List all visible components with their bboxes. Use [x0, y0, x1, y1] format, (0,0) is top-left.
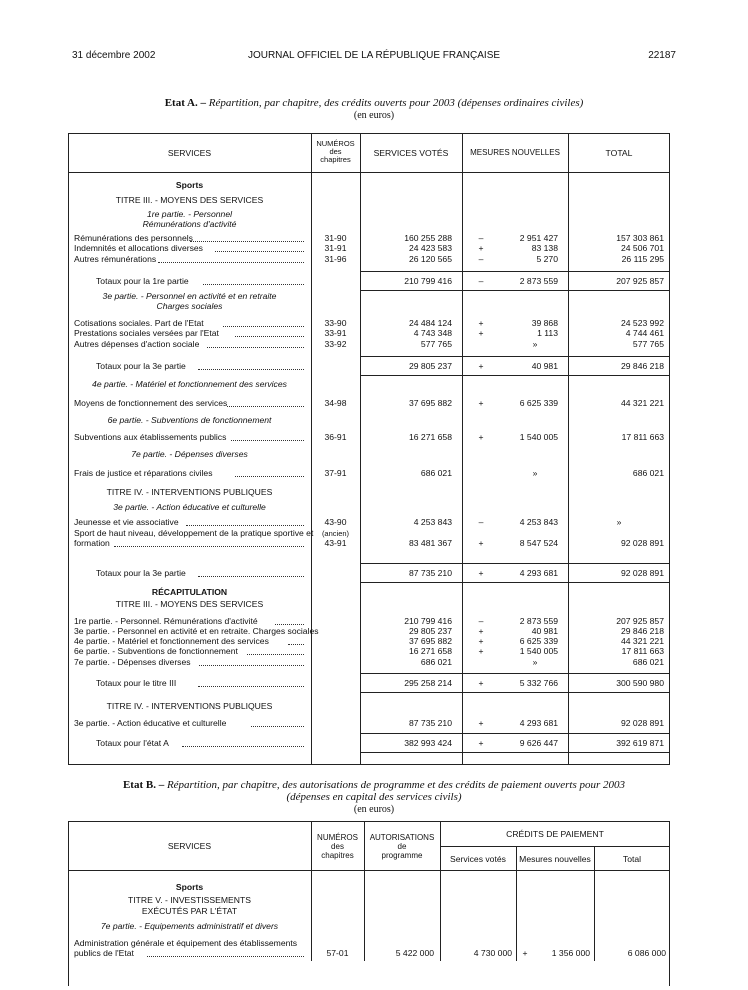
row-heading: 6e partie. - Subventions de fonctionnement	[107, 415, 272, 425]
total-value: 17 811 663	[621, 646, 664, 656]
total-rule	[360, 563, 670, 564]
mesures-nouvelles-value: 40 981	[531, 361, 558, 371]
header-page-number: 22187	[648, 50, 676, 61]
mesures-nouvelles-value: »	[532, 339, 538, 349]
row-label: Autres dépenses d'action sociale	[74, 339, 200, 349]
mesures-nouvelles-value: 1 356 000	[551, 948, 590, 958]
row-label: Frais de justice et réparations civiles	[74, 468, 213, 478]
row-label: Rémunérations des personnels	[74, 233, 193, 243]
services-votes-value: 16 271 658	[408, 646, 452, 656]
mesures-sign: +	[478, 361, 484, 371]
mesures-nouvelles-value: 4 253 843	[519, 517, 558, 527]
mesures-nouvelles-value: 39 868	[531, 318, 558, 328]
mesures-nouvelles-value: 2 873 559	[519, 616, 558, 626]
total-value: 6 086 000	[627, 948, 666, 958]
leader-dots	[190, 241, 304, 242]
services-votes-value: 382 993 424	[404, 738, 452, 748]
col-header-services-votes: SERVICES VOTÉS	[373, 148, 449, 158]
total-value: 92 028 891	[620, 538, 664, 548]
total-rule	[360, 752, 670, 753]
chapter-number: 33-91	[324, 328, 347, 338]
row-heading: TITRE III. - MOYENS DES SERVICES	[115, 599, 264, 609]
etat-a-title-label: Etat A. –	[164, 97, 206, 109]
leader-dots	[235, 336, 304, 337]
services-votes-value: 160 255 288	[404, 233, 452, 243]
leader-dots	[198, 369, 304, 370]
total-value: 17 811 663	[621, 432, 664, 442]
mesures-nouvelles-value: 4 293 681	[519, 568, 558, 578]
services-votes-value: 4 253 843	[413, 517, 452, 527]
leader-dots	[186, 525, 304, 526]
mesures-nouvelles-value: 5 270	[536, 254, 558, 264]
mesures-sign: +	[478, 398, 484, 408]
etat-b-title	[0, 779, 748, 791]
mesures-sign: +	[478, 328, 484, 338]
mesures-sign: +	[478, 718, 484, 728]
total-rule	[360, 375, 670, 376]
col-rule	[440, 821, 441, 961]
row-heading: 4e partie. - Matériel et fonctionnement des services	[92, 379, 287, 389]
etat-b-title-label: Etat B. –	[122, 779, 165, 791]
chapter-number: 31-96	[324, 254, 347, 264]
row-heading: Sports	[175, 180, 204, 190]
services-votes-value: 37 695 882	[408, 398, 452, 408]
etat-a-unit: (en euros)	[353, 110, 395, 121]
mesures-nouvelles-value: 5 332 766	[519, 678, 558, 688]
row-heading: 3e partie. - Personnel en activité et en retraite	[102, 291, 277, 301]
total-value: 300 590 980	[616, 678, 664, 688]
total-rule	[360, 733, 670, 734]
mesures-sign: +	[478, 568, 484, 578]
etat-a-header-rule	[68, 172, 670, 173]
row-label: 7e partie. - Dépenses diverses	[74, 657, 191, 667]
col-header-total: Total	[622, 854, 642, 864]
services-votes-value: 686 021	[420, 657, 452, 667]
mesures-sign: –	[478, 517, 484, 527]
header-journal: JOURNAL OFFICIEL DE LA RÉPUBLIQUE FRANÇAISE	[247, 50, 501, 61]
chapter-number: 33-90	[324, 318, 347, 328]
col-header-credits-paiement: CRÉDITS DE PAIEMENT	[506, 829, 604, 839]
services-votes-value: 210 799 416	[404, 276, 452, 286]
row-heading: 7e partie. - Equipements administratif et divers	[100, 921, 279, 931]
col-header-numeros: NUMÉROS des chapitres	[317, 833, 358, 860]
row-label: Subventions aux établissements publics	[74, 432, 227, 442]
mesures-nouvelles-value: 1 113	[537, 328, 558, 338]
col-rule	[568, 133, 569, 765]
chapter-note: (ancien)	[321, 529, 350, 538]
row-heading: TITRE III. - MOYENS DES SERVICES	[115, 195, 264, 205]
services-votes-value: 26 120 565	[408, 254, 452, 264]
services-votes-value: 295 258 214	[404, 678, 452, 688]
row-label: 3e partie. - Action éducative et culturelle	[74, 718, 227, 728]
row-heading: 7e partie. - Dépenses diverses	[131, 449, 248, 459]
mesures-nouvelles-value: 40 981	[531, 626, 558, 636]
chapter-number: 31-90	[324, 233, 347, 243]
col-header-services: SERVICES	[167, 148, 212, 158]
total-value: 577 765	[632, 339, 664, 349]
mesures-sign: +	[478, 243, 484, 253]
etat-b-subtitle: (dépenses en capital des services civils)	[286, 791, 462, 803]
mesures-sign: +	[478, 636, 484, 646]
services-votes-value: 686 021	[420, 468, 452, 478]
mesures-nouvelles-value: 2 873 559	[519, 276, 558, 286]
total-value: »	[616, 517, 622, 527]
col-header-numeros: NUMÉROS des chapitres	[316, 139, 355, 164]
etat-b-header-rule	[68, 870, 670, 871]
row-heading: 3e partie. - Action éducative et culturelle	[113, 502, 266, 512]
services-votes-value: 16 271 658	[408, 432, 452, 442]
chapter-number: 43-91	[324, 538, 347, 548]
leader-dots	[227, 406, 304, 407]
total-row-label: Totaux pour la 3e partie	[96, 568, 186, 578]
services-votes-value: 87 735 210	[408, 718, 452, 728]
row-label: Cotisations sociales. Part de l'Etat	[74, 318, 204, 328]
total-value: 157 303 861	[616, 233, 664, 243]
row-label: Moyens de fonctionnement des services	[74, 398, 228, 408]
col-header-mesures-nouvelles: Mesures nouvelles	[519, 854, 591, 864]
services-votes-value: 4 730 000	[473, 948, 512, 958]
row-label-cont: formation	[74, 538, 110, 548]
total-value: 92 028 891	[620, 718, 664, 728]
leader-dots	[235, 476, 304, 477]
col-header-mesures-nouvelles: MESURES NOUVELLES	[470, 148, 560, 157]
mesures-nouvelles-value: 6 625 339	[519, 636, 558, 646]
row-heading: Rémunérations d'activité	[142, 219, 237, 229]
total-rule	[360, 356, 670, 357]
total-rule	[360, 673, 670, 674]
total-row-label: Totaux pour le titre III	[96, 678, 177, 688]
leader-dots	[231, 440, 304, 441]
row-heading: Sports	[175, 882, 204, 892]
total-value: 26 115 295	[621, 254, 664, 264]
chapter-number: 43-90	[324, 517, 347, 527]
mesures-sign: +	[478, 432, 484, 442]
row-heading: 1re partie. - Personnel	[146, 209, 233, 219]
header-date: 31 décembre 2002	[72, 50, 156, 61]
leader-dots	[147, 956, 304, 957]
services-votes-value: 24 423 583	[408, 243, 452, 253]
total-value: 4 744 461	[625, 328, 664, 338]
autorisations-value: 5 422 000	[395, 948, 434, 958]
mesures-nouvelles-value: 4 293 681	[519, 718, 558, 728]
mesures-nouvelles-value: »	[532, 657, 538, 667]
mesures-sign: –	[478, 616, 484, 626]
mesures-nouvelles-value: 83 138	[531, 243, 558, 253]
chapter-number: 33-92	[324, 339, 347, 349]
total-row-label: Totaux pour la 1re partie	[96, 276, 189, 286]
total-value: 207 925 857	[616, 616, 664, 626]
total-value: 24 506 701	[620, 243, 664, 253]
leader-dots	[198, 576, 304, 577]
mesures-sign: +	[478, 646, 484, 656]
total-rule	[360, 582, 670, 583]
row-label: Autres rémunérations	[74, 254, 157, 264]
total-value: 29 846 218	[620, 626, 664, 636]
etat-a-title-text: Répartition, par chapitre, des crédits ouverts pour 2003 (dépenses ordinaires civiles)	[208, 97, 584, 109]
col-rule	[360, 133, 361, 765]
mesures-sign: +	[478, 318, 484, 328]
chapter-number: 57-01	[326, 948, 349, 958]
total-value: 392 619 871	[616, 738, 664, 748]
leader-dots	[207, 347, 304, 348]
etat-b-title-text: Répartition, par chapitre, des autorisations de programme et des crédits de paiement ouverts pour 2003	[166, 779, 626, 791]
total-value: 686 021	[632, 657, 664, 667]
mesures-sign: +	[478, 738, 484, 748]
leader-dots	[182, 746, 304, 747]
col-header-services-votes: Services votés	[450, 854, 506, 864]
total-rule	[360, 692, 670, 693]
row-label: Jeunesse et vie associative	[74, 517, 179, 527]
etat-a-title	[0, 97, 748, 109]
total-value: 24 523 992	[620, 318, 664, 328]
row-label: Sport de haut niveau, développement de la pratique sportive et	[74, 528, 314, 538]
leader-dots	[251, 726, 304, 727]
total-value: 44 321 221	[620, 636, 664, 646]
row-heading: TITRE IV. - INTERVENTIONS PUBLIQUES	[106, 701, 273, 711]
row-label: 6e partie. - Subventions de fonctionnement	[74, 646, 238, 656]
mesures-nouvelles-value: »	[532, 468, 538, 478]
mesures-nouvelles-value: 1 540 005	[519, 646, 558, 656]
row-label: 4e partie. - Matériel et fonctionnement des services	[74, 636, 269, 646]
chapter-number: 31-91	[324, 243, 347, 253]
leader-dots	[215, 251, 304, 252]
mesures-sign: +	[478, 678, 484, 688]
mesures-nouvelles-value: 2 951 427	[519, 233, 558, 243]
total-value: 44 321 221	[620, 398, 664, 408]
row-heading: Charges sociales	[156, 301, 223, 311]
col-rule	[311, 133, 312, 765]
row-label: Indemnités et allocations diverses	[74, 243, 203, 253]
total-rule	[360, 271, 670, 272]
mesures-sign: +	[478, 538, 484, 548]
leader-dots	[288, 644, 304, 645]
row-label: 3e partie. - Personnel en activité et en retraite. Charges sociales	[74, 626, 319, 636]
chapter-number: 34-98	[324, 398, 347, 408]
mesures-nouvelles-value: 1 540 005	[519, 432, 558, 442]
mesures-nouvelles-value: 6 625 339	[519, 398, 558, 408]
row-heading: EXÉCUTÉS PAR L'ÉTAT	[141, 906, 238, 916]
row-heading: TITRE IV. - INTERVENTIONS PUBLIQUES	[106, 487, 273, 497]
leader-dots	[203, 284, 305, 285]
services-votes-value: 577 765	[420, 339, 452, 349]
mesures-nouvelles-value: 8 547 524	[519, 538, 558, 548]
row-label: 1re partie. - Personnel. Rémunérations d'activité	[74, 616, 258, 626]
leader-dots	[275, 624, 304, 625]
leader-dots	[114, 546, 304, 547]
total-value: 92 028 891	[620, 568, 664, 578]
total-value: 29 846 218	[620, 361, 664, 371]
row-heading: TITRE V. - INVESTISSEMENTS	[128, 895, 251, 905]
leader-dots	[198, 686, 304, 687]
services-votes-value: 29 805 237	[408, 626, 452, 636]
leader-dots	[199, 665, 305, 666]
mesures-nouvelles-value: 9 626 447	[519, 738, 558, 748]
row-heading: RÉCAPITULATION	[151, 587, 228, 597]
mesures-sign: –	[478, 254, 484, 264]
col-rule	[462, 133, 463, 765]
total-value: 207 925 857	[616, 276, 664, 286]
chapter-number: 37-91	[324, 468, 347, 478]
col-header-total: TOTAL	[605, 148, 633, 158]
etat-b-unit: (en euros)	[353, 804, 395, 815]
leader-dots	[158, 262, 304, 263]
services-votes-value: 24 484 124	[408, 318, 452, 328]
services-votes-value: 210 799 416	[404, 616, 452, 626]
services-votes-value: 87 735 210	[408, 568, 452, 578]
total-rule	[360, 290, 670, 291]
total-row-label: Totaux pour l'état A	[96, 738, 169, 748]
chapter-number: 36-91	[324, 432, 347, 442]
services-votes-value: 4 743 348	[413, 328, 452, 338]
mesures-sign: –	[478, 233, 484, 243]
mesures-sign: –	[478, 276, 484, 286]
leader-dots	[223, 326, 304, 327]
row-label: Administration générale et équipement des établissements	[74, 938, 298, 948]
mesures-sign: +	[522, 948, 528, 958]
col-header-autorisations: AUTORISATIONS de programme	[369, 833, 435, 860]
col-header-services: SERVICES	[167, 841, 212, 851]
row-label-cont: publics de l'Etat	[74, 948, 134, 958]
etat-b-subheader-rule	[440, 846, 670, 847]
leader-dots	[247, 654, 304, 655]
services-votes-value: 83 481 367	[408, 538, 452, 548]
row-label: Prestations sociales versées par l'Etat	[74, 328, 219, 338]
services-votes-value: 29 805 237	[408, 361, 452, 371]
services-votes-value: 37 695 882	[408, 636, 452, 646]
total-row-label: Totaux pour la 3e partie	[96, 361, 186, 371]
mesures-sign: +	[478, 626, 484, 636]
total-value: 686 021	[632, 468, 664, 478]
